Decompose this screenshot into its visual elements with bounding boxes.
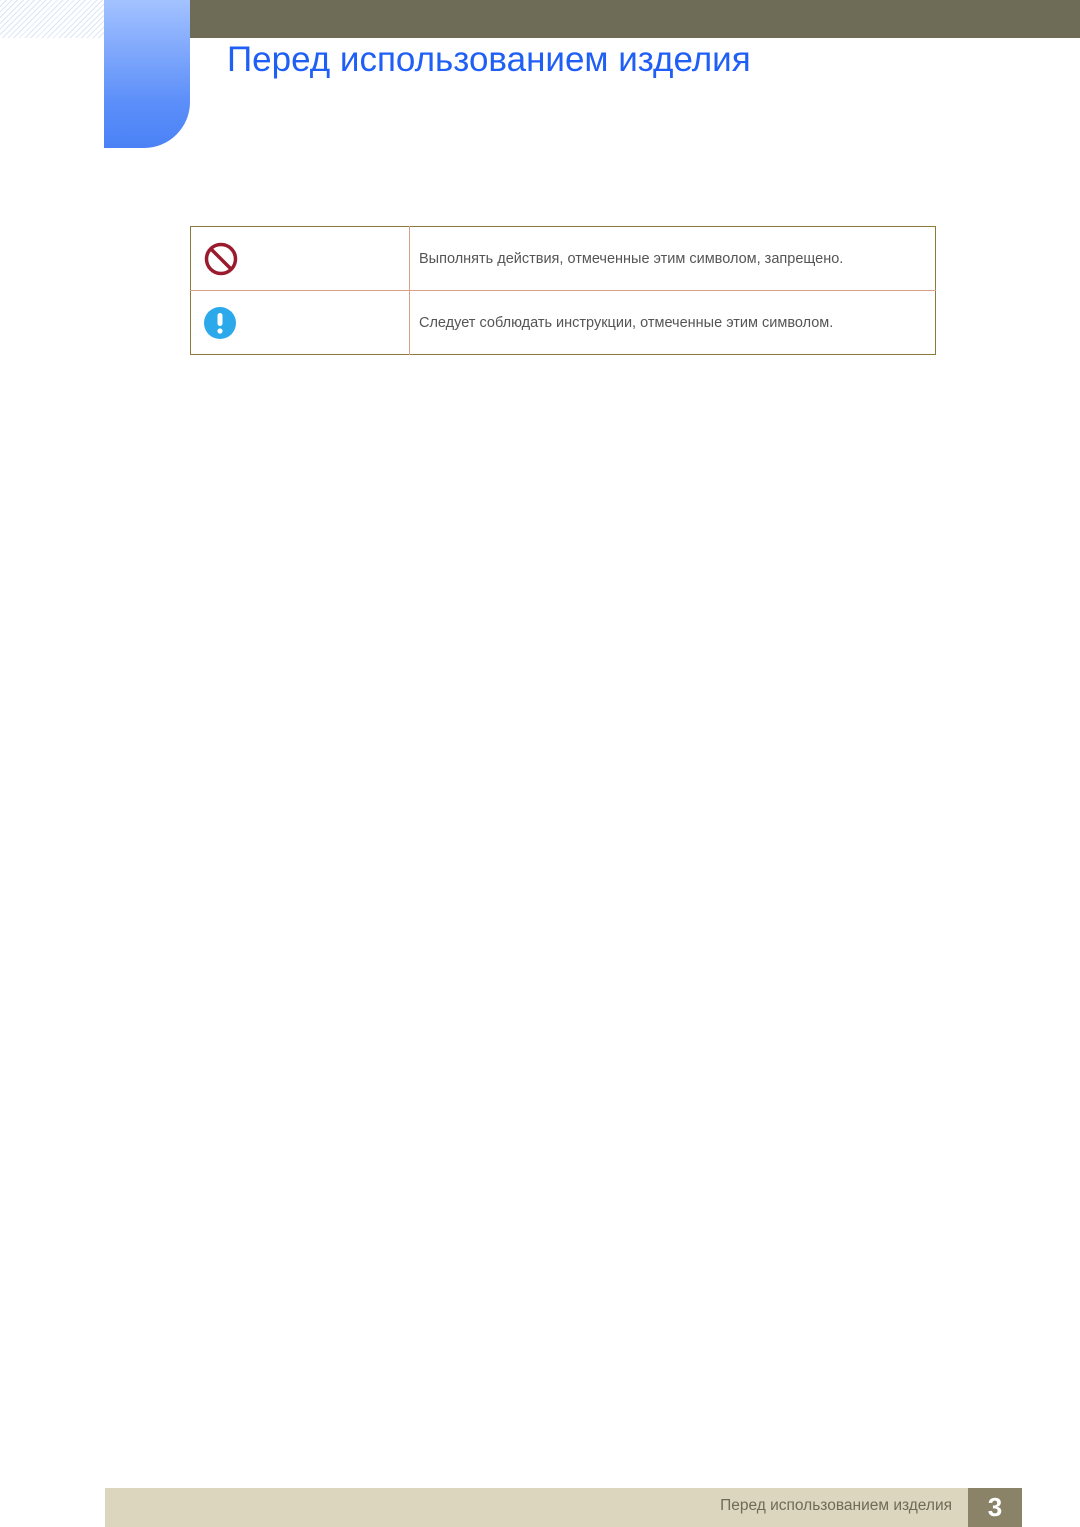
footer-bar (105, 1488, 1022, 1527)
prohibited-icon (203, 241, 239, 277)
symbol-icon-cell (191, 227, 410, 291)
page-number: 3 (968, 1488, 1022, 1527)
header-bar (190, 0, 1080, 38)
symbol-icon-cell (191, 291, 410, 355)
table-row (191, 227, 936, 291)
symbol-description: Выполнять действия, отмеченные этим символом, запрещено. (410, 227, 936, 291)
page-title: Перед использованием изделия (227, 40, 751, 79)
table-row (191, 291, 936, 355)
symbol-legend-table (190, 226, 936, 355)
footer-section-label: Перед использованием изделия (720, 1497, 952, 1514)
chapter-tab (104, 0, 190, 148)
exclamation-icon (203, 306, 237, 340)
header-hatch-decoration (0, 0, 104, 38)
symbol-description: Следует соблюдать инструкции, отмеченные этим символом. (419, 314, 834, 331)
